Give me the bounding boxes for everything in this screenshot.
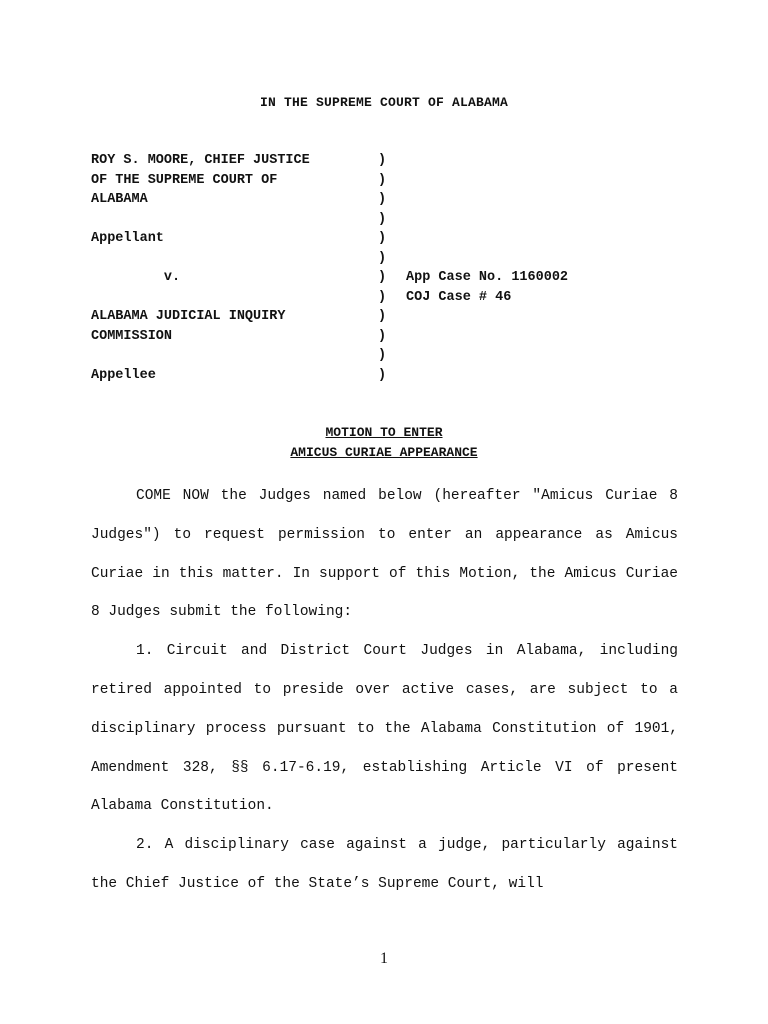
caption-paren: ): [378, 348, 387, 363]
body-paragraph-1: 1. Circuit and District Court Judges in Alabama, including retired appointed to preside over active cases, are subject to a disciplinary process pursuant to the Alabama Constitution of 1901, Amendment 328, §§ 6.17-6.19, establishing Article VI of present Alabama Constitution.: [91, 643, 678, 815]
caption-paren: ): [378, 367, 387, 383]
caption-paren: ): [378, 289, 387, 305]
caption-party-line: ALABAMA: [91, 192, 148, 207]
body-paragraph-2: 2. A disciplinary case against a judge, particularly against the Chief Justice of the State’s Supreme Court, will: [91, 837, 678, 892]
caption-paren: ): [378, 172, 387, 188]
caption-paren: ): [378, 153, 387, 168]
caption-party-line: ROY S. MOORE, CHIEF JUSTICE: [91, 153, 310, 168]
caption-party-line: ALABAMA JUDICIAL INQUIRY: [91, 309, 286, 324]
caption-appellant-label: Appellant: [91, 231, 164, 246]
motion-title-line-1: MOTION TO ENTER: [325, 425, 443, 440]
caption-paren: ): [378, 328, 387, 344]
caption-party-line: COMMISSION: [91, 328, 173, 344]
caption-party-line: OF THE SUPREME COURT OF: [91, 172, 278, 188]
caption-paren: ): [378, 231, 387, 246]
coj-case-number: COJ Case # 46: [406, 289, 512, 305]
caption-paren: ): [378, 270, 387, 285]
caption-paren: ): [378, 309, 387, 324]
caption-paren: ): [378, 192, 387, 207]
app-case-number: App Case No. 1160002: [406, 270, 569, 285]
caption-versus: v.: [91, 270, 181, 285]
caption-paren: ): [378, 250, 387, 266]
motion-title-line-2: AMICUS CURIAE APPEARANCE: [290, 445, 478, 460]
court-heading: IN THE SUPREME COURT OF ALABAMA: [259, 95, 509, 110]
caption-appellee-label: Appellee: [91, 367, 156, 383]
body-paragraph-intro: COME NOW the Judges named below (hereafter "Amicus Curiae 8 Judges") to request permission to enter an appearance as Amicus Curiae in this matter. In support of this Motion, the Amicus Curiae 8 Judges submit the following:: [91, 488, 678, 621]
case-caption: [91, 151, 691, 391]
page-number: 1: [380, 950, 388, 967]
caption-paren: ): [378, 211, 387, 227]
motion-body: [91, 477, 678, 904]
